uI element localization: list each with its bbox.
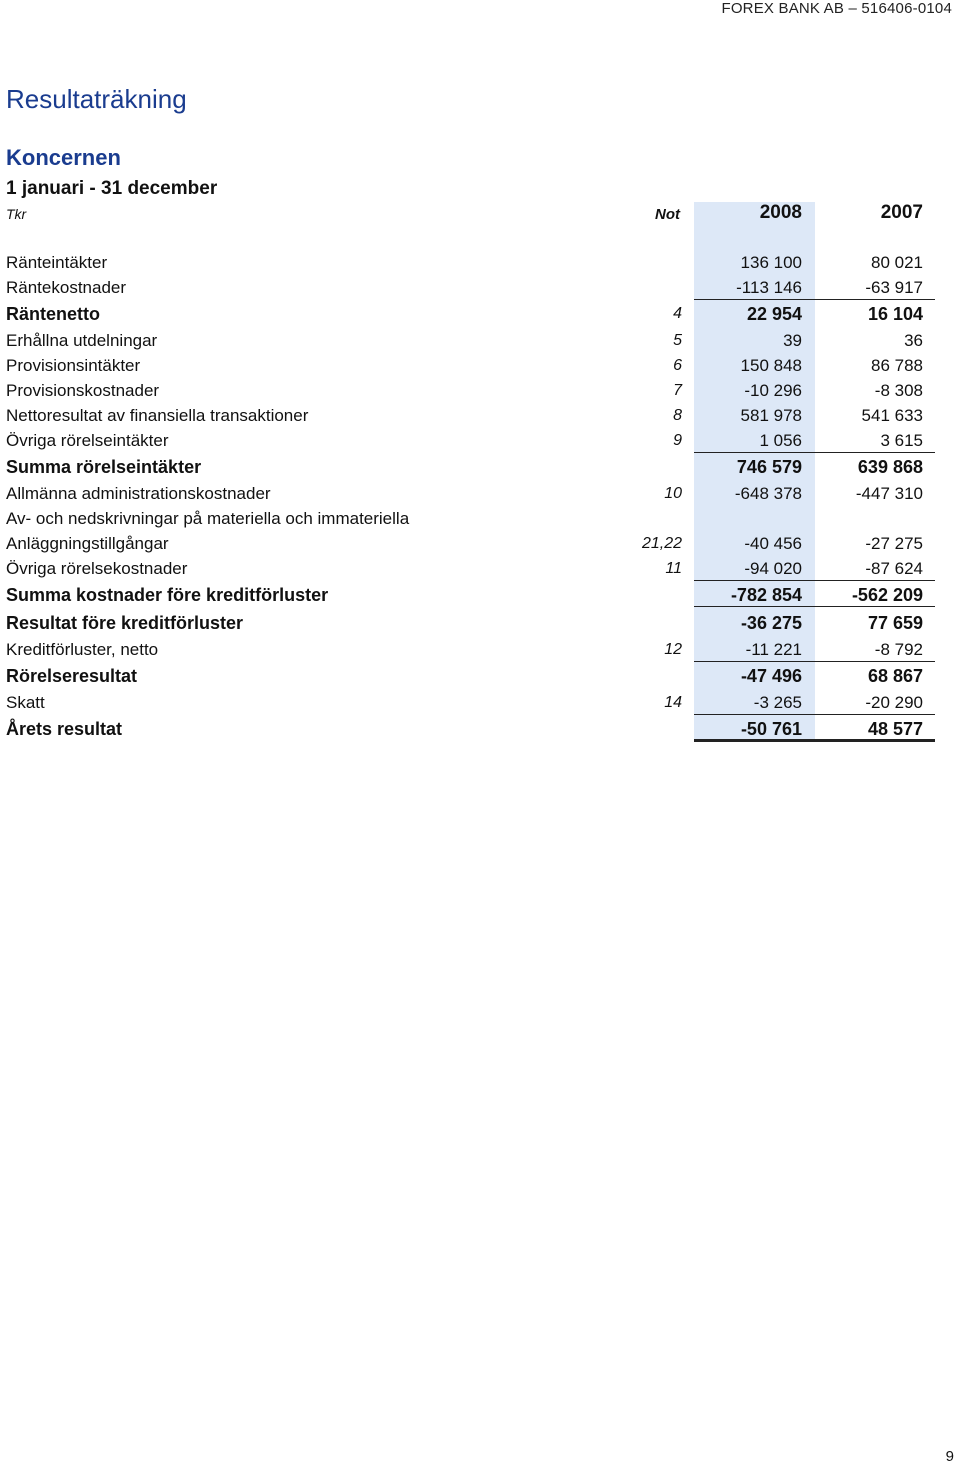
row-value-2008: -10 296 xyxy=(744,381,802,400)
note-column-header: Not xyxy=(655,206,680,223)
row-note: 14 xyxy=(664,694,682,711)
row-value-2008: -36 275 xyxy=(740,613,802,633)
row-value-2008: -94 020 xyxy=(744,559,802,578)
row-value-2008: 746 579 xyxy=(736,457,802,477)
row-value-2007: 639 868 xyxy=(857,457,923,477)
row-note: 9 xyxy=(673,432,682,449)
table-row xyxy=(0,506,960,531)
row-note: 4 xyxy=(673,305,682,322)
row-value-2007: -27 275 xyxy=(865,534,923,553)
row-value-2007: 36 xyxy=(904,331,923,350)
table-row xyxy=(0,428,960,453)
table-row xyxy=(0,481,960,506)
row-value-2007: -8 308 xyxy=(874,381,923,400)
page-number: 9 xyxy=(945,1448,954,1465)
row-label: Kreditförluster, netto xyxy=(6,640,159,659)
row-value-2008: -40 456 xyxy=(744,534,802,553)
row-label: Erhållna utdelningar xyxy=(6,331,158,350)
row-label: Resultat före kreditförluster xyxy=(6,613,244,633)
row-label: Rörelseresultat xyxy=(6,666,138,686)
row-value-2008: -648 378 xyxy=(734,484,802,503)
row-label: Av- och nedskrivningar på materiella och immateriella xyxy=(6,509,410,528)
row-value-2007: -20 290 xyxy=(865,693,923,712)
row-value-2007: -562 209 xyxy=(851,585,923,605)
row-value-2008: 581 978 xyxy=(740,406,802,425)
row-label: Övriga rörelsekostnader xyxy=(6,559,188,578)
row-value-2007: -447 310 xyxy=(855,484,923,503)
row-label: Summa kostnader före kreditförluster xyxy=(6,585,329,605)
year-2008-header: 2008 xyxy=(759,202,802,223)
row-value-2008: 39 xyxy=(783,331,802,350)
table-row xyxy=(0,454,960,479)
table-row xyxy=(0,250,960,275)
table-row xyxy=(0,403,960,428)
row-label: Skatt xyxy=(6,693,45,712)
year-2007-header: 2007 xyxy=(880,202,923,223)
table-row xyxy=(0,328,960,353)
row-label: Övriga rörelseintäkter xyxy=(6,431,169,450)
row-note: 12 xyxy=(664,641,682,658)
row-note: 21,22 xyxy=(641,535,682,552)
table-row xyxy=(0,663,960,688)
table-header xyxy=(0,202,960,228)
company-header: FOREX BANK AB – 516406-0104 xyxy=(721,0,952,17)
page-title: Resultaträkning xyxy=(6,84,187,114)
row-value-2008: -3 265 xyxy=(753,693,802,712)
table-row xyxy=(0,690,960,715)
row-value-2007: 68 867 xyxy=(867,666,923,686)
row-note: 7 xyxy=(673,382,682,399)
row-value-2008: 22 954 xyxy=(746,304,802,324)
row-note: 11 xyxy=(665,560,682,577)
row-label: Ränteintäkter xyxy=(6,253,108,272)
table-row xyxy=(0,378,960,403)
row-value-2007: 3 615 xyxy=(880,431,923,450)
section-title: Koncernen xyxy=(6,145,121,170)
row-value-2008: -47 496 xyxy=(740,666,802,686)
row-label: Räntenetto xyxy=(6,304,100,324)
table-row xyxy=(0,531,960,556)
row-label: Provisionsintäkter xyxy=(6,356,141,375)
row-value-2007: 77 659 xyxy=(867,613,923,633)
row-note: 8 xyxy=(673,407,682,424)
row-label: Nettoresultat av finansiella transaktioner xyxy=(6,406,309,425)
row-value-2007: -8 792 xyxy=(874,640,923,659)
row-value-2008: 136 100 xyxy=(740,253,802,272)
row-value-2008: -50 761 xyxy=(740,719,802,739)
row-value-2008: -11 221 xyxy=(745,640,802,659)
table-row xyxy=(0,610,960,635)
row-value-2007: -63 917 xyxy=(865,278,923,297)
row-value-2007: 16 104 xyxy=(867,304,923,324)
table-row xyxy=(0,556,960,581)
row-value-2007: 86 788 xyxy=(871,356,923,375)
row-label: Summa rörelseintäkter xyxy=(6,457,202,477)
row-value-2008: -113 146 xyxy=(736,278,802,297)
table-row xyxy=(0,637,960,662)
row-note: 10 xyxy=(664,485,682,502)
table-row xyxy=(0,716,960,741)
table-row xyxy=(0,353,960,378)
row-value-2007: 80 021 xyxy=(871,253,923,272)
table-row xyxy=(0,582,960,607)
row-value-2007: 48 577 xyxy=(867,719,923,739)
unit-label: Tkr xyxy=(6,206,27,222)
row-label: Anläggningstillgångar xyxy=(6,534,169,553)
row-label: Räntekostnader xyxy=(6,278,127,297)
table-row xyxy=(0,275,960,300)
row-note: 6 xyxy=(673,357,682,374)
row-label: Provisionskostnader xyxy=(6,381,160,400)
row-label: Allmänna administrationskostnader xyxy=(6,484,271,503)
row-value-2007: 541 633 xyxy=(861,406,923,425)
row-value-2008: 1 056 xyxy=(759,431,802,450)
row-value-2008: 150 848 xyxy=(740,356,802,375)
period-label: 1 januari - 31 december xyxy=(6,178,218,199)
table-row xyxy=(0,301,960,326)
row-value-2007: -87 624 xyxy=(865,559,923,578)
row-note: 5 xyxy=(673,332,682,349)
row-value-2008: -782 854 xyxy=(730,585,802,605)
row-label: Årets resultat xyxy=(6,719,123,739)
